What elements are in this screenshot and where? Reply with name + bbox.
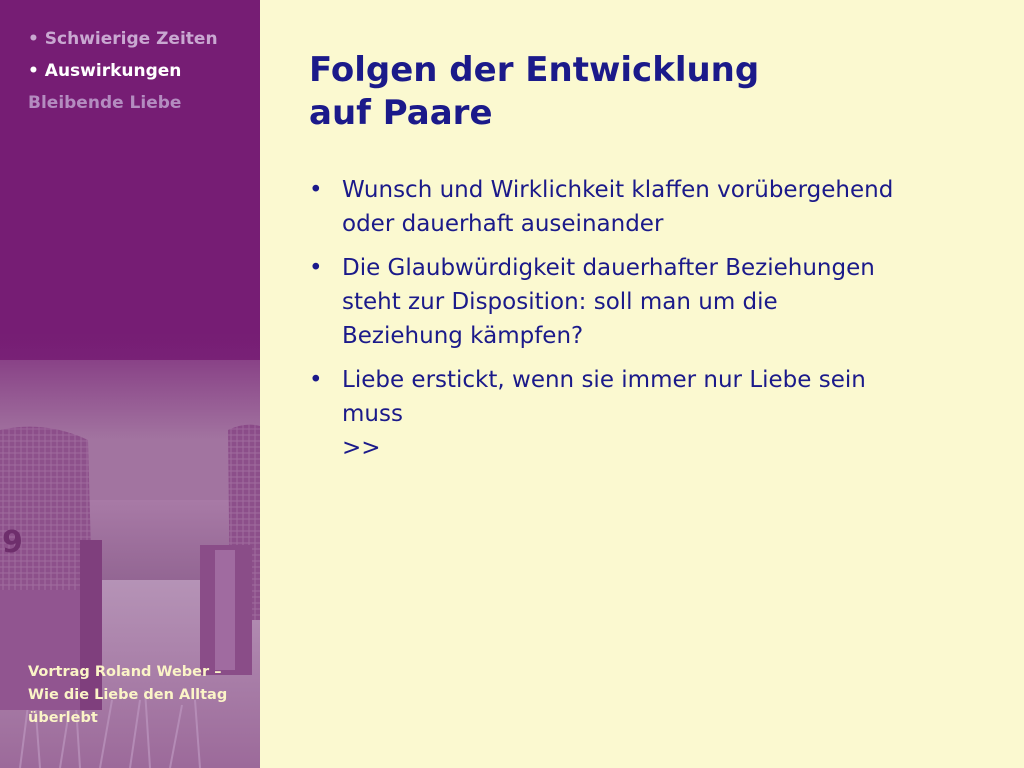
nav-item-auswirkungen[interactable]: • Auswirkungen (28, 61, 182, 81)
nav-item-bleibende-liebe[interactable]: Bleibende Liebe (28, 93, 182, 113)
bullet-text: Liebe erstickt, wenn sie immer nur Liebe sein (342, 367, 866, 393)
bullet-text: Die Glaubwürdigkeit dauerhafter Beziehungen (342, 255, 875, 281)
bullet-dot: • (309, 177, 323, 203)
bullet-item (309, 251, 969, 353)
footer-line: Vortrag Roland Weber – (28, 664, 222, 680)
sidebar (0, 0, 260, 768)
bullet-list (309, 173, 969, 475)
footer-line: überlebt (28, 710, 98, 726)
bullet-text: Wunsch und Wirklichkeit klaffen vorübergehend (342, 177, 894, 203)
footer-credit (28, 661, 253, 730)
footer-line: Wie die Liebe den Alltag (28, 687, 228, 703)
svg-text:9: 9 (2, 525, 23, 560)
bullet-item (309, 363, 969, 465)
slide-title (309, 49, 759, 135)
slide-title-line: Folgen der Entwicklung (309, 50, 760, 90)
bullet-text: oder dauerhaft auseinander (342, 211, 664, 237)
next-link[interactable]: >> (342, 435, 381, 461)
bullet-text: Beziehung kämpfen? (342, 323, 584, 349)
bullet-item (309, 173, 969, 241)
bullet-dot: • (309, 367, 323, 393)
slide-title-line: auf Paare (309, 93, 493, 133)
bullet-text: muss (342, 401, 403, 427)
nav-item-schwierige-zeiten[interactable]: • Schwierige Zeiten (28, 29, 218, 49)
bullet-dot: • (309, 255, 323, 281)
section-nav (28, 23, 258, 119)
bullet-text: steht zur Disposition: soll man um die (342, 289, 778, 315)
